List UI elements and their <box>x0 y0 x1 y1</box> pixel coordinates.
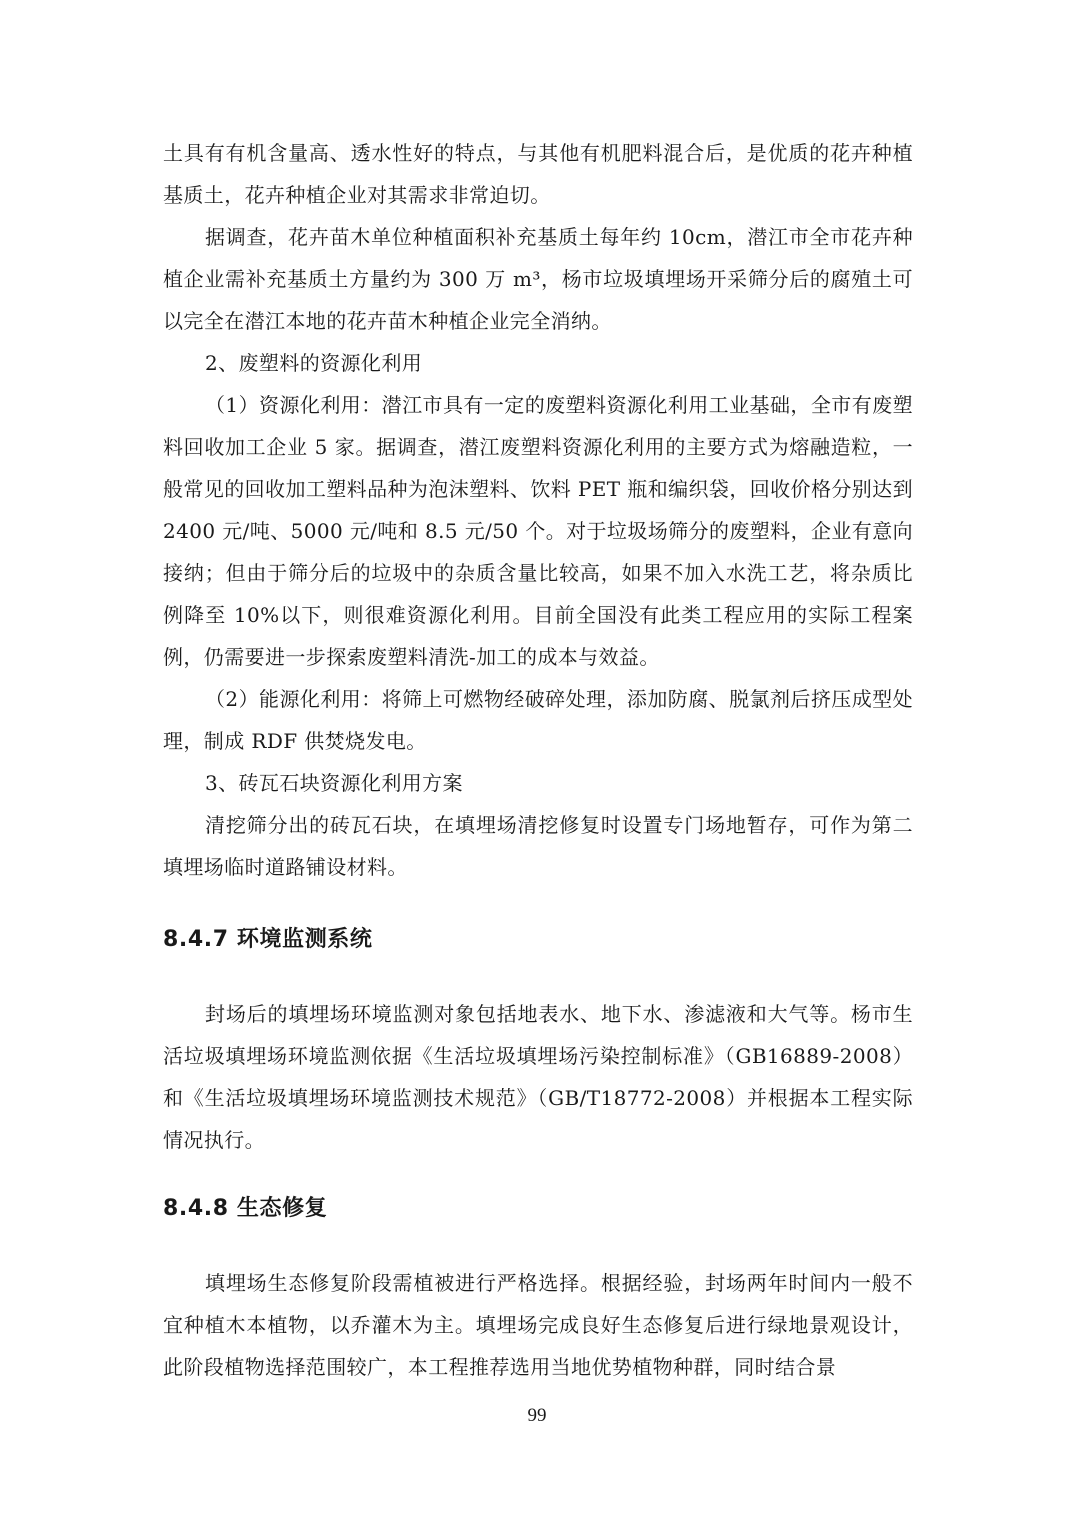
section-heading-847: 8.4.7 环境监测系统 <box>163 927 373 952</box>
paragraph-energy-utilization: （2）能源化利用：将筛上可燃物经破碎处理，添加防腐、脱氯剂后挤压成型处理，制成 RDF 供焚烧发电。 <box>163 687 913 753</box>
document-page <box>163 132 913 1388</box>
section-heading-848: 8.4.8 生态修复 <box>163 1196 328 1221</box>
paragraph-survey: 据调查，花卉苗木单位种植面积补充基质土每年约 10cm，潜江市全市花卉种植企业需补充基质土方量约为 300 万 m³，杨市垃圾填埋场开采筛分后的腐殖土可以完全在潜江本地的花卉苗木种植企业完全消纳。 <box>163 225 913 333</box>
paragraph-resource-utilization: （1）资源化利用：潜江市具有一定的废塑料资源化利用工业基础，全市有废塑料回收加工企业 5 家。据调查，潜江废塑料资源化利用的主要方式为熔融造粒，一般常见的回收加工塑料品种为泡沫塑料、饮料 PET 瓶和编织袋，回收价格分别达到 2400 元/吨、5000 元/吨和 8.5 元/50 个。对于垃圾场筛分的废塑料，企业有意向接纳；但由于筛分后的垃圾中的杂质含量比较高，如果不加入水洗工艺，将杂质比例降至 10%以下，则很难资源化利用。目前全国没有此类工程应用的实际工程案例，仍需要进一步探索废塑料清洗-加工的成本与效益。 <box>163 393 913 669</box>
page-number: 99 <box>527 1405 547 1426</box>
paragraph-brick-stone: 清挖筛分出的砖瓦石块，在填埋场清挖修复时设置专门场地暂存，可作为第二填埋场临时道路铺设材料。 <box>163 813 913 879</box>
subheading-brick-stone: 3、砖瓦石块资源化利用方案 <box>205 771 463 795</box>
paragraph-humus-soil: 土具有有机含量高、透水性好的特点，与其他有机肥料混合后，是优质的花卉种植基质土，花卉种植企业对其需求非常迫切。 <box>163 141 913 207</box>
subheading-waste-plastic: 2、废塑料的资源化利用 <box>205 351 423 375</box>
paragraph-environment-monitoring: 封场后的填埋场环境监测对象包括地表水、地下水、渗滤液和大气等。杨市生活垃圾填埋场环境监测依据《生活垃圾填埋场污染控制标准》（GB16889-2008）和《生活垃圾填埋场环境监测技术规范》（GB/T18772-2008）并根据本工程实际情况执行。 <box>163 1002 913 1152</box>
paragraph-ecological-restoration: 填埋场生态修复阶段需植被进行严格选择。根据经验，封场两年时间内一般不宜种植木本植物，以乔灌木为主。填埋场完成良好生态修复后进行绿地景观设计，此阶段植物选择范围较广，本工程推荐选用当地优势植物种群，同时结合景 <box>163 1271 913 1379</box>
